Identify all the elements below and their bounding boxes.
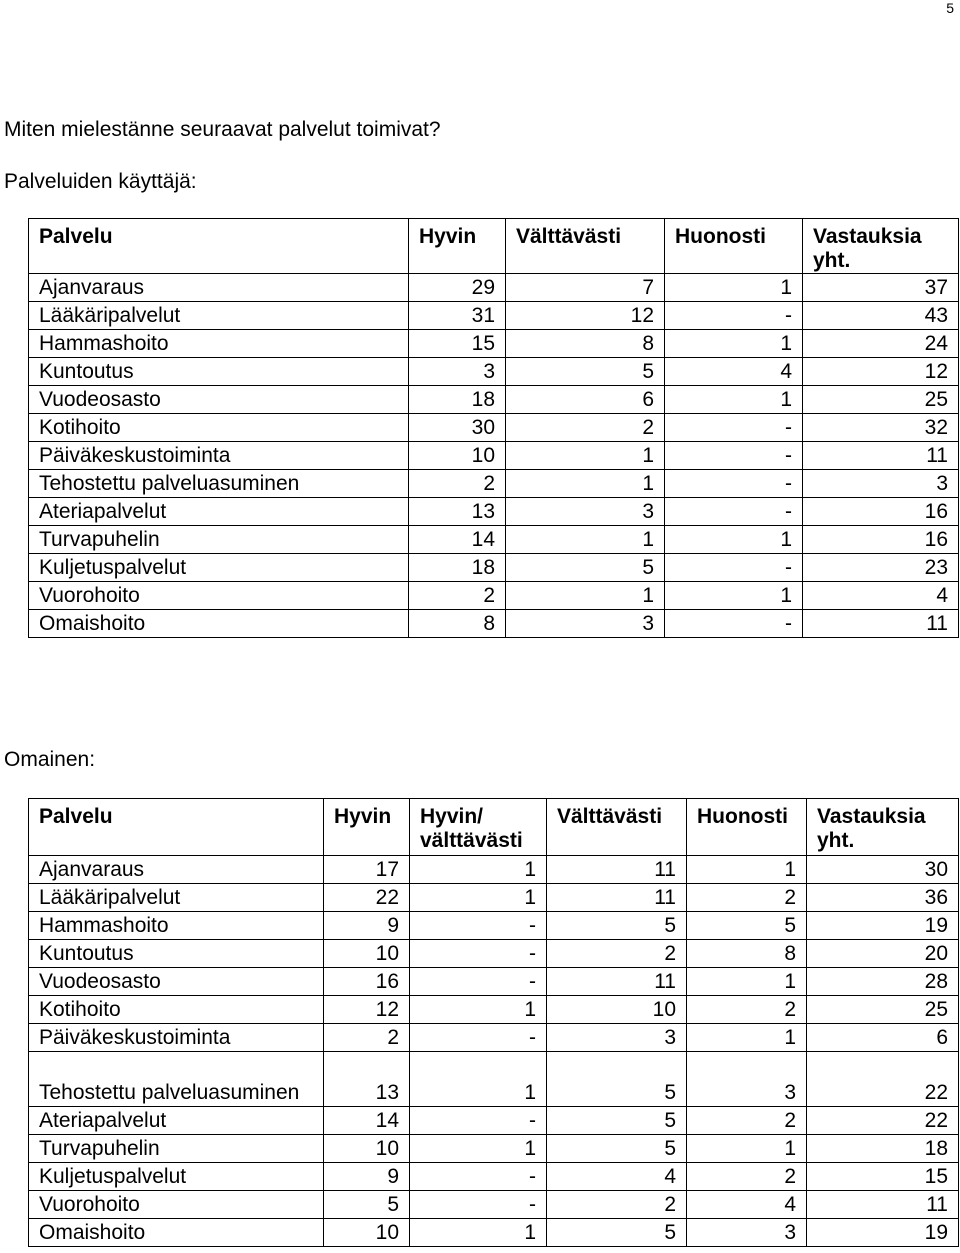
count-cell: 5 — [547, 912, 687, 940]
count-cell: 8 — [687, 940, 807, 968]
count-cell: 18 — [409, 554, 506, 582]
service-name-cell: Kuntoutus — [29, 358, 409, 386]
count-cell: 19 — [807, 912, 959, 940]
count-cell: - — [410, 1107, 547, 1135]
count-cell: - — [665, 498, 803, 526]
question-heading: Miten mielestänne seuraavat palvelut toimivat? — [4, 118, 441, 141]
service-name-cell: Vuorohoito — [29, 1191, 324, 1219]
count-cell: 2 — [324, 1024, 410, 1052]
service-name-cell: Ateriapalvelut — [29, 1107, 324, 1135]
count-cell: 30 — [807, 856, 959, 884]
count-cell: - — [410, 1024, 547, 1052]
service-name-cell: Turvapuhelin — [29, 1135, 324, 1163]
count-cell: 1 — [665, 330, 803, 358]
count-cell: 9 — [324, 1163, 410, 1191]
table-row — [29, 582, 959, 610]
column-header: Huonosti — [687, 799, 807, 856]
count-cell: 5 — [547, 1135, 687, 1163]
service-name-cell: Kuntoutus — [29, 940, 324, 968]
table-row — [29, 1052, 959, 1107]
count-cell: 5 — [687, 912, 807, 940]
count-cell: - — [665, 554, 803, 582]
count-cell: - — [410, 968, 547, 996]
table-row — [29, 1024, 959, 1052]
count-cell: 4 — [665, 358, 803, 386]
count-cell: 2 — [409, 470, 506, 498]
count-cell: 14 — [324, 1107, 410, 1135]
count-cell: - — [665, 414, 803, 442]
count-cell: 6 — [506, 386, 665, 414]
count-cell: 1 — [410, 1219, 547, 1247]
count-cell: 30 — [409, 414, 506, 442]
count-cell: - — [665, 610, 803, 638]
service-name-cell: Kotihoito — [29, 414, 409, 442]
count-cell: 37 — [803, 274, 959, 302]
count-cell: 11 — [547, 884, 687, 912]
table-row — [29, 912, 959, 940]
count-cell: - — [665, 470, 803, 498]
count-cell: 2 — [409, 582, 506, 610]
table-row — [29, 414, 959, 442]
service-name-cell: Ajanvaraus — [29, 274, 409, 302]
service-name-cell: Päiväkeskustoiminta — [29, 442, 409, 470]
service-name-cell: Vuodeosasto — [29, 386, 409, 414]
column-header: Hyvin — [409, 219, 506, 274]
section-heading-user: Palveluiden käyttäjä: — [4, 170, 197, 193]
count-cell: 5 — [506, 554, 665, 582]
count-cell: 2 — [687, 996, 807, 1024]
service-name-cell: Hammashoito — [29, 330, 409, 358]
service-name-cell: Ateriapalvelut — [29, 498, 409, 526]
column-header: Hyvin/ välttävästi — [410, 799, 547, 856]
table-row — [29, 996, 959, 1024]
count-cell: 7 — [506, 274, 665, 302]
column-header: Hyvin — [324, 799, 410, 856]
count-cell: - — [410, 1163, 547, 1191]
count-cell: 4 — [547, 1163, 687, 1191]
service-name-cell: Päiväkeskustoiminta — [29, 1024, 324, 1052]
count-cell: 1 — [410, 996, 547, 1024]
table-row — [29, 1219, 959, 1247]
column-header: Välttävästi — [506, 219, 665, 274]
count-cell: 32 — [803, 414, 959, 442]
table-row — [29, 554, 959, 582]
count-cell: 5 — [547, 1052, 687, 1107]
table-row — [29, 856, 959, 884]
count-cell: 3 — [687, 1219, 807, 1247]
count-cell: 3 — [687, 1052, 807, 1107]
count-cell: 11 — [547, 856, 687, 884]
relative-ratings-table — [28, 798, 959, 1247]
table-row — [29, 358, 959, 386]
count-cell: 2 — [687, 1107, 807, 1135]
count-cell: 19 — [807, 1219, 959, 1247]
count-cell: 5 — [324, 1191, 410, 1219]
count-cell: 17 — [324, 856, 410, 884]
count-cell: 12 — [803, 358, 959, 386]
table-row — [29, 1163, 959, 1191]
table-row — [29, 470, 959, 498]
count-cell: 2 — [506, 414, 665, 442]
service-name-cell: Vuorohoito — [29, 582, 409, 610]
count-cell: 22 — [807, 1052, 959, 1107]
count-cell: 1 — [665, 386, 803, 414]
count-cell: 1 — [687, 1135, 807, 1163]
service-name-cell: Omaishoito — [29, 1219, 324, 1247]
count-cell: 3 — [506, 610, 665, 638]
count-cell: - — [665, 302, 803, 330]
table-row — [29, 940, 959, 968]
count-cell: 12 — [324, 996, 410, 1024]
count-cell: 6 — [807, 1024, 959, 1052]
count-cell: 20 — [807, 940, 959, 968]
count-cell: 22 — [324, 884, 410, 912]
count-cell: 2 — [687, 884, 807, 912]
count-cell: 2 — [547, 940, 687, 968]
count-cell: 1 — [687, 968, 807, 996]
count-cell: 1 — [506, 526, 665, 554]
service-name-cell: Turvapuhelin — [29, 526, 409, 554]
table-row — [29, 330, 959, 358]
count-cell: 1 — [665, 274, 803, 302]
count-cell: 5 — [547, 1219, 687, 1247]
count-cell: 16 — [803, 526, 959, 554]
count-cell: - — [665, 442, 803, 470]
count-cell: 1 — [506, 582, 665, 610]
count-cell: 4 — [803, 582, 959, 610]
count-cell: - — [410, 912, 547, 940]
count-cell: 11 — [807, 1191, 959, 1219]
table-row — [29, 526, 959, 554]
count-cell: 23 — [803, 554, 959, 582]
count-cell: 22 — [807, 1107, 959, 1135]
service-name-cell: Kuljetuspalvelut — [29, 1163, 324, 1191]
count-cell: 15 — [409, 330, 506, 358]
count-cell: 5 — [547, 1107, 687, 1135]
count-cell: 16 — [324, 968, 410, 996]
service-name-cell: Tehostettu palveluasuminen — [29, 1052, 324, 1107]
service-name-cell: Tehostettu palveluasuminen — [29, 470, 409, 498]
count-cell: 1 — [410, 1052, 547, 1107]
column-header: Vastauksia yht. — [803, 219, 959, 274]
count-cell: 10 — [324, 940, 410, 968]
count-cell: 8 — [409, 610, 506, 638]
service-name-cell: Omaishoito — [29, 610, 409, 638]
count-cell: 18 — [409, 386, 506, 414]
count-cell: 9 — [324, 912, 410, 940]
count-cell: 5 — [506, 358, 665, 386]
count-cell: 16 — [803, 498, 959, 526]
page-number: 5 — [946, 0, 954, 16]
count-cell: 31 — [409, 302, 506, 330]
table-row — [29, 1107, 959, 1135]
count-cell: 1 — [410, 884, 547, 912]
count-cell: 43 — [803, 302, 959, 330]
count-cell: 3 — [547, 1024, 687, 1052]
count-cell: 1 — [665, 526, 803, 554]
column-header: Palvelu — [29, 799, 324, 856]
count-cell: 28 — [807, 968, 959, 996]
table-row — [29, 274, 959, 302]
count-cell: 1 — [687, 856, 807, 884]
service-name-cell: Lääkäripalvelut — [29, 884, 324, 912]
count-cell: 25 — [807, 996, 959, 1024]
column-header: Palvelu — [29, 219, 409, 274]
count-cell: 3 — [506, 498, 665, 526]
service-name-cell: Kuljetuspalvelut — [29, 554, 409, 582]
table-row — [29, 1191, 959, 1219]
count-cell: 10 — [409, 442, 506, 470]
count-cell: 24 — [803, 330, 959, 358]
count-cell: 2 — [547, 1191, 687, 1219]
table-header-row — [29, 799, 959, 856]
count-cell: 8 — [506, 330, 665, 358]
user-ratings-table — [28, 218, 959, 638]
count-cell: 36 — [807, 884, 959, 912]
count-cell: 1 — [506, 470, 665, 498]
count-cell: 1 — [410, 856, 547, 884]
count-cell: - — [410, 1191, 547, 1219]
table-row — [29, 386, 959, 414]
count-cell: 11 — [803, 442, 959, 470]
table-row — [29, 968, 959, 996]
count-cell: 18 — [807, 1135, 959, 1163]
count-cell: 10 — [547, 996, 687, 1024]
count-cell: 11 — [547, 968, 687, 996]
column-header: Huonosti — [665, 219, 803, 274]
count-cell: 1 — [506, 442, 665, 470]
count-cell: 10 — [324, 1219, 410, 1247]
count-cell: 10 — [324, 1135, 410, 1163]
section-heading-relative: Omainen: — [4, 748, 96, 771]
count-cell: 3 — [803, 470, 959, 498]
count-cell: 1 — [687, 1024, 807, 1052]
count-cell: 11 — [803, 610, 959, 638]
table-row — [29, 1135, 959, 1163]
table-row — [29, 498, 959, 526]
service-name-cell: Vuodeosasto — [29, 968, 324, 996]
count-cell: 13 — [409, 498, 506, 526]
column-header: Vastauksia yht. — [807, 799, 959, 856]
count-cell: 25 — [803, 386, 959, 414]
service-name-cell: Hammashoito — [29, 912, 324, 940]
count-cell: 13 — [324, 1052, 410, 1107]
table-row — [29, 302, 959, 330]
count-cell: 29 — [409, 274, 506, 302]
table-row — [29, 442, 959, 470]
service-name-cell: Kotihoito — [29, 996, 324, 1024]
service-name-cell: Ajanvaraus — [29, 856, 324, 884]
column-header: Välttävästi — [547, 799, 687, 856]
count-cell: 1 — [665, 582, 803, 610]
count-cell: 15 — [807, 1163, 959, 1191]
count-cell: 4 — [687, 1191, 807, 1219]
count-cell: - — [410, 940, 547, 968]
count-cell: 1 — [410, 1135, 547, 1163]
table-row — [29, 884, 959, 912]
table-header-row — [29, 219, 959, 274]
count-cell: 12 — [506, 302, 665, 330]
service-name-cell: Lääkäripalvelut — [29, 302, 409, 330]
count-cell: 3 — [409, 358, 506, 386]
table-row — [29, 610, 959, 638]
count-cell: 2 — [687, 1163, 807, 1191]
count-cell: 14 — [409, 526, 506, 554]
